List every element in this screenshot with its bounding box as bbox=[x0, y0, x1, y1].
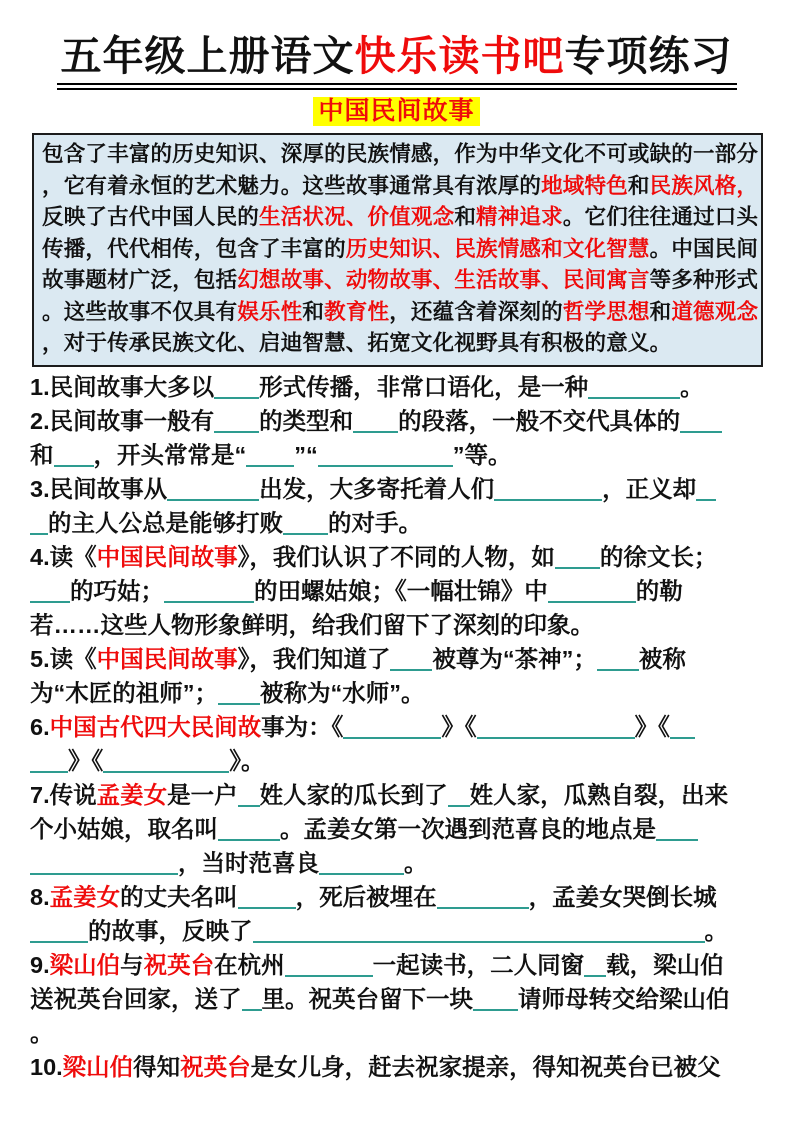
text-run: 个小姑娘，取名叫 bbox=[30, 815, 218, 842]
text-run: 传播，代代相传，包含了丰富的 bbox=[42, 236, 346, 261]
fill-in-blank bbox=[238, 885, 296, 909]
text-run: 在杭州 bbox=[214, 951, 285, 978]
text-run: 。 bbox=[680, 373, 704, 400]
fill-in-blank bbox=[353, 409, 398, 433]
question-10-line-1 bbox=[30, 1050, 767, 1084]
text-run: 的田螺姑娘；《一幅壮锦》中 bbox=[254, 577, 548, 604]
text-run: 的徐文长； bbox=[599, 543, 718, 570]
text-run: 。 bbox=[704, 917, 728, 944]
fill-in-blank bbox=[238, 783, 260, 807]
fill-in-blank bbox=[390, 647, 432, 671]
fill-in-blank bbox=[473, 987, 518, 1011]
text-run: 。孟姜女第一次遇到范喜良的地点是 bbox=[280, 815, 656, 842]
highlighted-text-run: 哲学思想 bbox=[562, 299, 650, 324]
highlighted-text-run: 娱乐性 bbox=[237, 299, 303, 324]
subtitle-row bbox=[0, 97, 793, 126]
highlighted-text-run: 中国民间故事 bbox=[96, 645, 238, 672]
text-run: 的主人公总是能够打败 bbox=[48, 509, 283, 536]
text-run: 6. bbox=[30, 713, 50, 740]
fill-in-blank bbox=[242, 987, 262, 1011]
fill-in-blank bbox=[30, 511, 48, 535]
subtitle-highlight: 中国民间故事 bbox=[313, 97, 479, 126]
text-run: 若……这些人物形象鲜明，给我们留下了深刻的印象。 bbox=[30, 611, 594, 638]
fill-in-blank bbox=[696, 477, 716, 501]
fill-in-blank bbox=[670, 715, 695, 739]
fill-in-blank bbox=[319, 851, 404, 875]
text-run: 被尊为“茶神”； bbox=[432, 645, 597, 672]
text-run: ”“ bbox=[294, 441, 318, 468]
text-run: 3.民间故事从 bbox=[30, 475, 168, 502]
text-run: 里。祝英台留下一块 bbox=[261, 985, 473, 1012]
highlighted-text-run: 历史知识、民族情感和文化智慧 bbox=[345, 236, 650, 261]
text-run: 为“木匠的祖师”； bbox=[30, 679, 218, 706]
text-run: 被称为“水师”。 bbox=[260, 679, 425, 706]
text-run: 包含了丰富的历史知识、深厚的民族情感，作为中华文化不可或缺的一部分 bbox=[42, 142, 759, 167]
text-run: 。它们往往通过口头 bbox=[562, 205, 759, 230]
text-run: ，还蕴含着深刻的 bbox=[389, 299, 563, 324]
text-run: 和 bbox=[649, 299, 672, 324]
question-7-line-3 bbox=[30, 846, 767, 880]
text-run: 载，梁山伯 bbox=[606, 951, 724, 978]
fill-in-blank bbox=[448, 783, 470, 807]
text-run: 》《 bbox=[68, 747, 104, 774]
fill-in-blank bbox=[656, 817, 698, 841]
text-run: 9. bbox=[30, 951, 50, 978]
text-run: ，对于传承民族文化、启迪智慧、拓宽文化视野具有积极的意义。 bbox=[42, 331, 672, 356]
intro-line bbox=[42, 265, 759, 297]
text-run: 送祝英台回家，送了 bbox=[30, 985, 242, 1012]
text-run: 是女儿身，赶去祝家提亲，得知祝英台已被父 bbox=[250, 1053, 721, 1080]
text-run: 的巧姑； bbox=[70, 577, 164, 604]
question-1-line-1 bbox=[30, 370, 767, 404]
text-run: 一起读书，二人同窗 bbox=[372, 951, 585, 978]
text-run: 4.读《 bbox=[30, 543, 97, 570]
text-run: 的勒 bbox=[635, 577, 683, 604]
question-8-line-1 bbox=[30, 880, 767, 914]
text-run: 》《 bbox=[634, 713, 670, 740]
text-run: 得知 bbox=[133, 1053, 181, 1080]
text-run: 的类型和 bbox=[259, 407, 354, 434]
text-run: 5.读《 bbox=[30, 645, 97, 672]
highlighted-text-run: 祝英台 bbox=[180, 1053, 251, 1080]
highlighted-text-run: 精神追求 bbox=[476, 205, 563, 230]
fill-in-blank bbox=[30, 749, 68, 773]
fill-in-blank bbox=[167, 477, 259, 501]
text-run: 2.民间故事一般有 bbox=[30, 407, 215, 434]
text-run: 和 bbox=[454, 205, 477, 230]
fill-in-blank bbox=[164, 579, 254, 603]
text-run: 7.传说 bbox=[30, 781, 97, 808]
fill-in-blank bbox=[477, 715, 635, 739]
fill-in-blank bbox=[343, 715, 441, 739]
question-3-line-2 bbox=[30, 506, 767, 540]
question-9-line-2 bbox=[30, 982, 767, 1016]
question-7-line-2 bbox=[30, 812, 767, 846]
fill-in-blank bbox=[214, 375, 259, 399]
fill-in-blank bbox=[103, 749, 229, 773]
text-run: 被称 bbox=[638, 645, 686, 672]
text-run: 请师母转交给梁山伯 bbox=[518, 985, 730, 1012]
text-run: ，当时范喜良 bbox=[178, 849, 319, 876]
text-run: 事为：《 bbox=[261, 713, 344, 740]
fill-in-blank bbox=[54, 443, 94, 467]
highlighted-text-run: 梁山伯 bbox=[62, 1053, 134, 1080]
text-run: ，死后被埋在 bbox=[295, 883, 437, 910]
fill-in-blank bbox=[548, 579, 636, 603]
question-6-line-2 bbox=[30, 744, 767, 778]
text-run: ，它有着永恒的艺术魅力。这些故事通常具有浓厚的 bbox=[42, 173, 542, 198]
question-4-line-1 bbox=[30, 540, 767, 574]
fill-in-blank bbox=[218, 681, 260, 705]
text-run: 1.民间故事大多以 bbox=[30, 373, 215, 400]
text-run: 姓人家的瓜长到了 bbox=[259, 781, 448, 808]
text-run: 。 bbox=[30, 1019, 54, 1046]
question-5-line-1 bbox=[30, 642, 767, 676]
question-5-line-2 bbox=[30, 676, 767, 710]
fill-in-blank bbox=[30, 919, 88, 943]
text-run: 姓人家，瓜熟自裂，出来 bbox=[469, 781, 729, 808]
fill-in-blank bbox=[597, 647, 639, 671]
text-run: 和 bbox=[627, 173, 650, 198]
text-run: 和 bbox=[30, 441, 54, 468]
text-run: 和 bbox=[302, 299, 325, 324]
question-4-line-2 bbox=[30, 574, 767, 608]
highlighted-text-run: 地域特色 bbox=[541, 173, 628, 198]
text-run: ，开头常常是“ bbox=[93, 441, 247, 468]
text-run: 的段落，一般不交代具体的 bbox=[398, 407, 681, 434]
question-2-line-2 bbox=[30, 438, 767, 472]
question-6-line-1 bbox=[30, 710, 767, 744]
question-7-line-1 bbox=[30, 778, 767, 812]
intro-line bbox=[42, 234, 759, 266]
text-run: 与 bbox=[120, 951, 144, 978]
intro-line bbox=[42, 139, 759, 171]
text-run: 》。 bbox=[229, 747, 265, 774]
highlighted-text-run: 孟姜女 bbox=[96, 781, 168, 808]
text-run: 反映了古代中国人民的 bbox=[42, 205, 260, 230]
highlighted-text-run: 快乐读书吧 bbox=[354, 33, 565, 79]
page-title bbox=[0, 0, 793, 90]
text-run: 的对手。 bbox=[328, 509, 422, 536]
text-run: 故事题材广泛，包括 bbox=[42, 268, 238, 293]
fill-in-blank bbox=[437, 885, 529, 909]
text-run: 形式传播，非常口语化，是一种 bbox=[259, 373, 589, 400]
text-run: 。这些故事不仅具有 bbox=[42, 299, 238, 324]
highlighted-text-run: 民族风格， bbox=[649, 173, 759, 198]
intro-line bbox=[42, 202, 759, 234]
page-title-text bbox=[57, 33, 737, 90]
highlighted-text-run: 生活状况、价值观念 bbox=[259, 205, 455, 230]
text-run: 。 bbox=[404, 849, 428, 876]
highlighted-text-run: 中国古代四大民间故 bbox=[49, 713, 262, 740]
question-8-line-2 bbox=[30, 914, 767, 948]
text-run: 出发，大多寄托着人们 bbox=[259, 475, 495, 502]
fill-in-blank bbox=[584, 953, 606, 977]
intro-box bbox=[32, 133, 763, 367]
text-run: 等多种形式 bbox=[649, 268, 759, 293]
highlighted-text-run: 教育性 bbox=[324, 299, 390, 324]
text-run: 的故事，反映了 bbox=[88, 917, 253, 944]
fill-in-blank bbox=[214, 409, 259, 433]
fill-in-blank bbox=[588, 375, 680, 399]
question-9-line-1 bbox=[30, 948, 767, 982]
question-9-line-3 bbox=[30, 1016, 767, 1050]
highlighted-text-run: 道德观念 bbox=[671, 299, 759, 324]
fill-in-blank bbox=[494, 477, 602, 501]
fill-in-blank bbox=[253, 919, 705, 943]
highlighted-text-run: 祝英台 bbox=[143, 951, 215, 978]
text-run: 10. bbox=[30, 1053, 63, 1080]
text-run: 》，我们认识了不同的人物，如 bbox=[237, 543, 555, 570]
fill-in-blank bbox=[246, 443, 294, 467]
text-run: 》，我们知道了 bbox=[237, 645, 391, 672]
fill-in-blank bbox=[30, 851, 178, 875]
question-list bbox=[30, 370, 767, 1084]
text-run: ，正义却 bbox=[602, 475, 697, 502]
fill-in-blank bbox=[283, 511, 328, 535]
text-run: 》《 bbox=[441, 713, 477, 740]
question-3-line-1 bbox=[30, 472, 767, 506]
fill-in-blank bbox=[318, 443, 453, 467]
text-run: 的丈夫名叫 bbox=[120, 883, 238, 910]
highlighted-text-run: 孟姜女 bbox=[49, 883, 121, 910]
fill-in-blank bbox=[285, 953, 373, 977]
fill-in-blank bbox=[218, 817, 280, 841]
text-run: 专项练习 bbox=[564, 33, 733, 79]
fill-in-blank bbox=[555, 545, 600, 569]
highlighted-text-run: 中国民间故事 bbox=[96, 543, 238, 570]
text-run: 8. bbox=[30, 883, 50, 910]
intro-line bbox=[42, 297, 759, 329]
text-run: 是一户 bbox=[167, 781, 238, 808]
question-4-line-3 bbox=[30, 608, 767, 642]
highlighted-text-run: 梁山伯 bbox=[49, 951, 121, 978]
highlighted-text-run: 幻想故事、动物故事、生活故事、民间寓言 bbox=[237, 268, 650, 293]
intro-line bbox=[42, 171, 759, 203]
fill-in-blank bbox=[30, 579, 70, 603]
fill-in-blank bbox=[680, 409, 722, 433]
text-run: 五年级上册语文 bbox=[60, 33, 355, 79]
text-run: 。中国民间 bbox=[649, 236, 759, 261]
question-2-line-1 bbox=[30, 404, 767, 438]
text-run: ，孟姜女哭倒长城 bbox=[528, 883, 717, 910]
text-run: ”等。 bbox=[452, 441, 512, 468]
intro-line bbox=[42, 328, 753, 360]
